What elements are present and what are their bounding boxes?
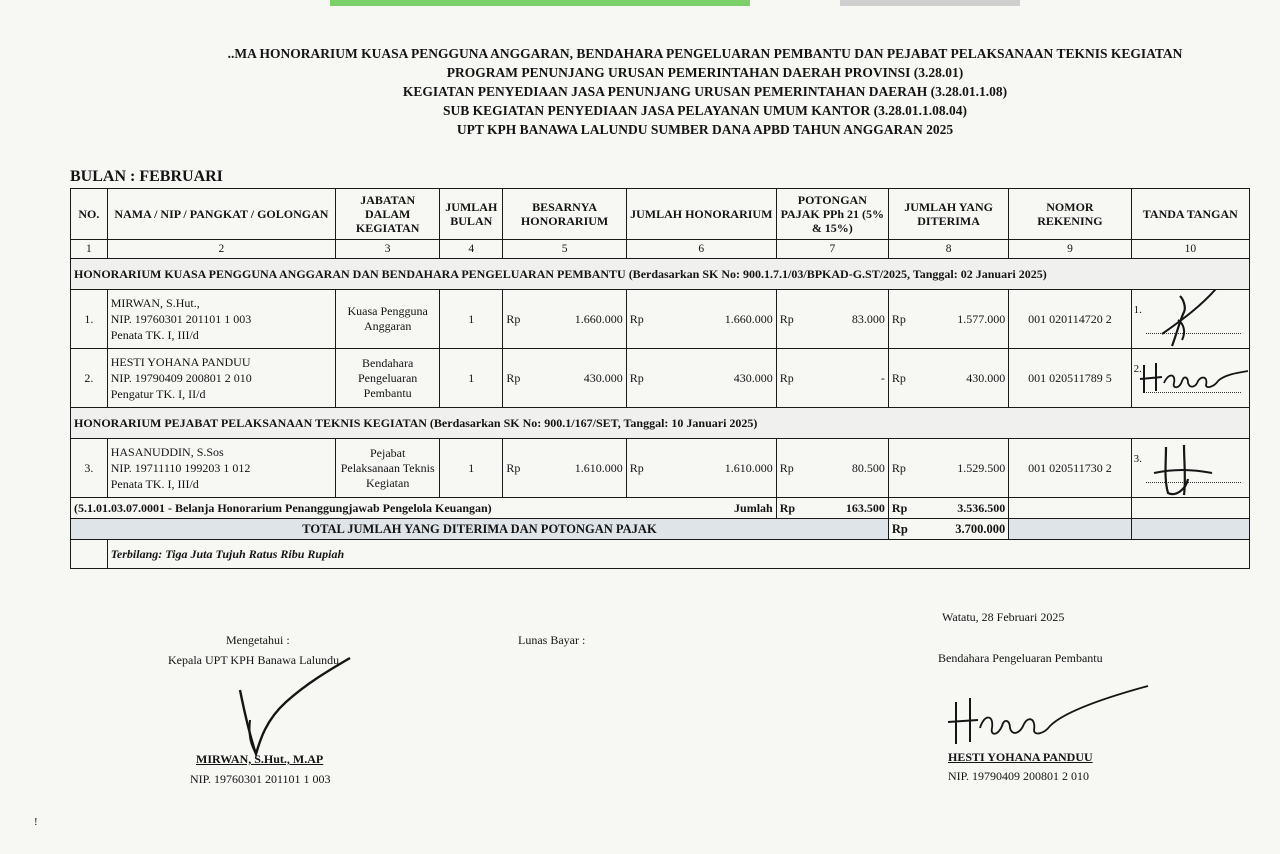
top-edge-strip-2: [840, 0, 1020, 6]
signature-cell: [1131, 290, 1249, 349]
col-header: JUMLAH YANG DITERIMA: [888, 189, 1008, 240]
currency-label: Rp: [891, 500, 908, 515]
section-header-1: [71, 259, 1250, 290]
signature-cell: [1131, 439, 1249, 498]
total-cell: [626, 439, 776, 498]
account-cell: 001 020511789 5: [1009, 349, 1131, 408]
terbilang-text: Terbilang: Tiga Juta Tujuh Ratus Ribu Rupiah: [107, 540, 1249, 569]
handwritten-signature-3: [1132, 439, 1248, 509]
received-value: 430.000: [966, 370, 1006, 385]
tax-cell: [776, 290, 888, 349]
person-nip: NIP. 19760301 201101 1 003: [110, 312, 252, 326]
total-cell: [626, 290, 776, 349]
rate-value: 430.000: [583, 370, 623, 385]
col-number: 9: [1009, 240, 1131, 259]
sum-row: [71, 498, 1250, 519]
currency-label: Rp: [629, 460, 644, 475]
currency-label: Rp: [891, 370, 906, 385]
person-name: MIRWAN, S.Hut.,: [110, 296, 200, 310]
total-cell: [626, 349, 776, 408]
handwritten-signature-1: [1132, 290, 1248, 352]
person-rank: Penata TK. I, III/d: [110, 477, 199, 491]
currency-label: Rp: [629, 370, 644, 385]
place-date: Watatu, 28 Februari 2025: [942, 610, 1065, 624]
total-value-cell: [888, 519, 1008, 540]
account-cell: 001 020114720 2: [1009, 290, 1131, 349]
col-header: JUMLAH HONORARIUM: [626, 189, 776, 240]
currency-label: Rp: [506, 460, 521, 475]
received-cell: [888, 349, 1008, 408]
header-line-2: PROGRAM PENUNJANG URUSAN PEMERINTAHAN DAERAH PROVINSI (3.28.01): [446, 65, 964, 80]
col-number: 10: [1131, 240, 1249, 259]
bendahara-name: HESTI YOHANA PANDUU: [948, 750, 1093, 764]
header-line-1: ..MA HONORARIUM KUASA PENGGUNA ANGGARAN, BENDAHARA PENGELUARAN PEMBANTU DAN PEJABAT PELAKSANAAN TEKNIS KEGIATAN: [227, 46, 1183, 61]
row-no: 3.: [71, 439, 108, 498]
account-cell: 001 020511730 2: [1009, 439, 1131, 498]
currency-label: Rp: [779, 311, 794, 326]
bendahara-nip: NIP. 19790409 200801 2 010: [948, 769, 1090, 783]
rate-cell: [503, 439, 626, 498]
rate-cell: [503, 349, 626, 408]
tax-cell: [776, 349, 888, 408]
currency-label: Rp: [891, 460, 906, 475]
col-header: POTONGAN PAJAK PPh 21 (5% & 15%): [776, 189, 888, 240]
col-number: 2: [107, 240, 335, 259]
currency-label: Rp: [779, 370, 794, 385]
position-cell: Pejabat Pelaksanaan Teknis Kegiatan: [336, 439, 440, 498]
sign-number: 1.: [1133, 304, 1142, 316]
table-row: [71, 349, 1250, 408]
honorarium-table: [70, 188, 1250, 569]
sign-number: 2.: [1133, 363, 1142, 375]
total-label: TOTAL JUMLAH YANG DITERIMA DAN POTONGAN PAJAK: [71, 519, 889, 540]
col-header: NO.: [71, 189, 108, 240]
rate-value: 1.610.000: [574, 460, 623, 475]
empty-cell: [1009, 519, 1131, 540]
tax-value: 80.500: [851, 460, 885, 475]
position-cell: Kuasa Pengguna Anggaran: [336, 290, 440, 349]
month-label: BULAN : FEBRUARI: [70, 168, 223, 185]
person-nip: NIP. 19790409 200801 2 010: [110, 371, 252, 385]
col-number: 7: [776, 240, 888, 259]
person-name: HESTI YOHANA PANDUU: [110, 355, 251, 369]
section-title: HONORARIUM KUASA PENGGUNA ANGGARAN DAN BENDAHARA PENGELUARAN PEMBANTU (Berdasarkan SK No: 900.1.7.1/03/BPKAD-G.ST/2025, Tanggal: 02 Januari 2025): [71, 259, 1250, 290]
currency-label: Rp: [779, 500, 796, 515]
top-edge-strip: [330, 0, 750, 6]
column-number-row: [71, 240, 1250, 259]
belanja-label: (5.1.01.03.07.0001 - Belanja Honorarium Penanggungjawab Pengelola Keuangan): [74, 500, 492, 515]
total-value: 1.610.000: [724, 460, 773, 475]
currency-label: Rp: [506, 370, 521, 385]
rate-cell: [503, 290, 626, 349]
col-header: BESARNYA HONORARIUM: [503, 189, 626, 240]
kepala-name: MIRWAN, S.Hut., M.AP: [196, 752, 324, 766]
table-header-row: [71, 189, 1250, 240]
tax-value: 83.000: [851, 311, 885, 326]
col-header: TANDA TANGAN: [1131, 189, 1249, 240]
mengetahui-label: Mengetahui :: [226, 633, 290, 647]
sum-received-value: 3.536.500: [957, 500, 1006, 515]
col-number: 1: [71, 240, 108, 259]
lunas-bayar-label: Lunas Bayar :: [518, 633, 586, 647]
kepala-title: Kepala UPT KPH Banawa Lalundu: [168, 653, 340, 667]
header-line-5: UPT KPH BANAWA LALUNDU SUMBER DANA APBD TAHUN ANGGARAN 2025: [456, 122, 954, 137]
currency-label: Rp: [629, 311, 644, 326]
handwritten-signature-2: [1132, 349, 1248, 411]
tax-value: -: [880, 370, 885, 385]
sum-tax-value: 163.500: [845, 500, 885, 515]
sum-received-cell: [888, 498, 1008, 519]
received-cell: [888, 439, 1008, 498]
sign-number: 3.: [1133, 453, 1142, 465]
received-value: 1.577.000: [957, 311, 1006, 326]
signature-cell: [1131, 349, 1249, 408]
currency-label: Rp: [779, 460, 794, 475]
col-header: JABATAN DALAM KEGIATAN: [336, 189, 440, 240]
total-value: 3.700.000: [955, 521, 1006, 536]
jumlah-label: Jumlah: [734, 500, 773, 515]
empty-cell: [71, 540, 108, 569]
bendahara-signature: [944, 684, 1174, 754]
header-line-4: SUB KEGIATAN PENYEDIAAN JASA PELAYANAN UMUM KANTOR (3.28.01.1.08.04): [442, 103, 968, 118]
position-cell: Bendahara Pengeluaran Pembantu: [336, 349, 440, 408]
currency-label: Rp: [891, 311, 906, 326]
col-header: NAMA / NIP / PANGKAT / GOLONGAN: [107, 189, 335, 240]
col-number: 6: [626, 240, 776, 259]
months-cell: 1: [440, 439, 503, 498]
person-rank: Penata TK. I, III/d: [110, 328, 199, 342]
row-no: 1.: [71, 290, 108, 349]
received-value: 1.529.500: [957, 460, 1006, 475]
sum-tax-cell: [776, 498, 888, 519]
total-value: 430.000: [733, 370, 773, 385]
currency-label: Rp: [506, 311, 521, 326]
currency-label: Rp: [891, 521, 908, 536]
row-no: 2.: [71, 349, 108, 408]
empty-cell: [1131, 519, 1249, 540]
col-header: NOMOR REKENING: [1009, 189, 1131, 240]
tax-cell: [776, 439, 888, 498]
col-header: JUMLAH BULAN: [440, 189, 503, 240]
section-title: HONORARIUM PEJABAT PELAKSANAAN TEKNIS KEGIATAN (Berdasarkan SK No: 900.1/167/SET, Tanggal: 10 Januari 2025): [71, 408, 1250, 439]
margin-mark: !: [34, 816, 38, 828]
document-header: [150, 44, 1260, 139]
col-number: 4: [440, 240, 503, 259]
col-number: 3: [336, 240, 440, 259]
person-nip: NIP. 19711110 199203 1 012: [110, 461, 251, 475]
received-cell: [888, 290, 1008, 349]
rate-value: 1.660.000: [574, 311, 623, 326]
person-rank: Pengatur TK. I, II/d: [110, 387, 206, 401]
empty-cell: [1009, 498, 1131, 519]
belanja-cell: [71, 498, 777, 519]
person-cell: [107, 290, 335, 349]
terbilang-row: [71, 540, 1250, 569]
person-cell: [107, 349, 335, 408]
total-row: [71, 519, 1250, 540]
person-name: HASANUDDIN, S.Sos: [110, 445, 224, 459]
total-value: 1.660.000: [724, 311, 773, 326]
col-number: 8: [888, 240, 1008, 259]
person-cell: [107, 439, 335, 498]
kepala-signature: [226, 650, 366, 760]
kepala-nip: NIP. 19760301 201101 1 003: [190, 772, 331, 786]
section-header-2: [71, 408, 1250, 439]
col-number: 5: [503, 240, 626, 259]
months-cell: 1: [440, 349, 503, 408]
bendahara-title: Bendahara Pengeluaran Pembantu: [938, 651, 1103, 665]
table-row: [71, 439, 1250, 498]
header-line-3: KEGIATAN PENYEDIAAN JASA PENUNJANG URUSAN PEMERINTAHAN DAERAH (3.28.01.1.08): [402, 84, 1008, 99]
table-row: [71, 290, 1250, 349]
months-cell: 1: [440, 290, 503, 349]
